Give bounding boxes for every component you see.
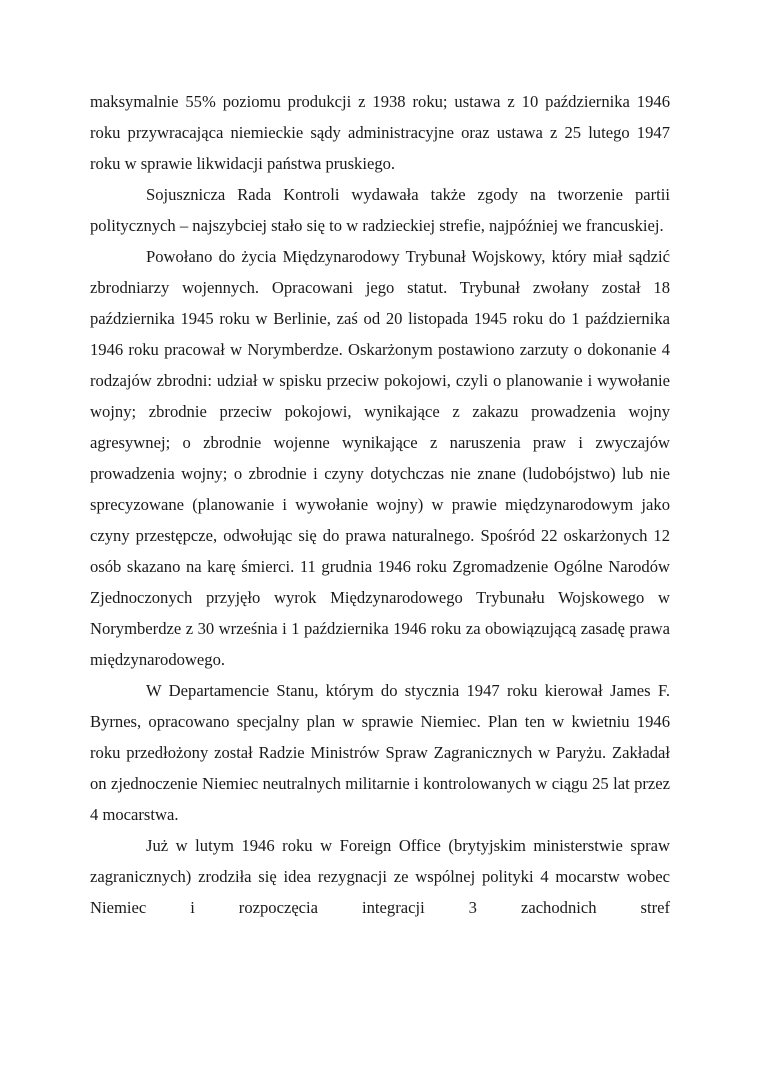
paragraph-3: Powołano do życia Międzynarodowy Trybunał Wojskowy, który miał sądzić zbrodniarzy wojennych. Opracowani jego statut. Trybunał zwołany został 18 października 1945 roku w Berlinie, zaś od 20 listopada 1945 roku do 1 października 1946 roku pracował w Norymberdze. Oskarżonym postawiono zarzuty o dokonanie 4 rodzajów zbrodni: udział w spisku przeciw pokojowi, czyli o planowanie i wywołanie wojny; zbrodnie przeciw pokojowi, wynikające z zakazu prowadzenia wojny agresywnej; o zbrodnie wojenne wynikające z naruszenia praw i zwyczajów prowadzenia wojny; o zbrodnie i czyny dotychczas nie znane (ludobójstwo) lub nie sprecyzowane (planowanie i wywołanie wojny) w prawie międzynarodowym jako czyny przestępcze, odwołując się do prawa naturalnego. Spośród 22 oskarżonych 12 osób skazano na karę śmierci. 11 grudnia 1946 roku Zgromadzenie Ogólne Narodów Zjednoczonych przyjęło wyrok Międzynarodowego Trybunału Wojskowego w Norymberdze z 30 września i 1 października 1946 roku za obowiązującą zasadę prawa międzynarodowego. [90,247,670,669]
paragraph-1: maksymalnie 55% poziomu produkcji z 1938 roku; ustawa z 10 października 1946 roku przywracająca niemieckie sądy administracyjne oraz ustawa z 25 lutego 1947 roku w sprawie likwidacji państwa pruskiego. [90,92,670,173]
paragraph-2: Sojusznicza Rada Kontroli wydawała także zgody na tworzenie partii politycznych – najszybciej stało się to w radzieckiej strefie, najpóźniej we francuskiej. [90,185,670,235]
document-page [90,86,670,923]
paragraph-4: W Departamencie Stanu, którym do stycznia 1947 roku kierował James F. Byrnes, opracowano specjalny plan w sprawie Niemiec. Plan ten w kwietniu 1946 roku przedłożony został Radzie Ministrów Spraw Zagranicznych w Paryżu. Zakładał on zjednoczenie Niemiec neutralnych militarnie i kontrolowanych w ciągu 25 lat przez 4 mocarstwa. [90,681,670,824]
paragraph-5: Już w lutym 1946 roku w Foreign Office (brytyjskim ministerstwie spraw zagranicznych) zrodziła się idea rezygnacji ze wspólnej polityki 4 mocarstw wobec Niemiec i rozpoczęcia integracji 3 zachodnich stref [90,836,670,917]
